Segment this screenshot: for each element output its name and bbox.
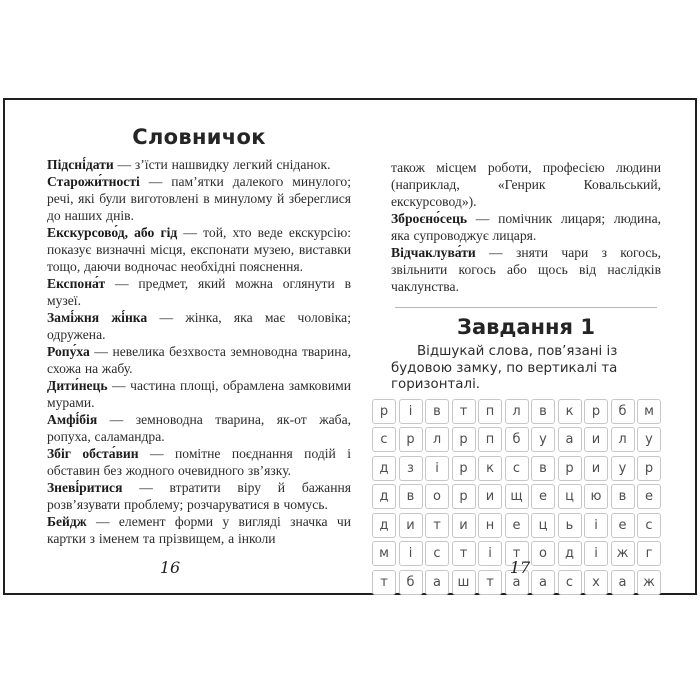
glossary-entry: Замі́жня жі́нка — жінка, яка має чоловіка; одружена.	[47, 310, 351, 342]
page-left	[5, 100, 367, 593]
grid-cell: з	[399, 456, 423, 481]
glossary-entry: Відчаклува́ти — зняти чари з когось, звільнити когось або щось від наслідків чаклунства.	[391, 245, 661, 294]
grid-cell: р	[637, 456, 661, 481]
grid-cell: т	[452, 399, 476, 424]
grid-cell: у	[611, 456, 635, 481]
glossary-entry: Амфі́бія — земноводна тварина, як-от жаба, ропуха, саламандра.	[47, 412, 351, 444]
glossary-entry: Ропу́ха — невелика безхвоста земноводна тварина, схожа на жабу.	[47, 344, 351, 376]
glossary-term: Експона́т	[47, 276, 106, 291]
glossary-entry: Екскурсово́д, або гід — той, хто веде екскурсію: показує визначні місця, експонати музею, виставки тощо, даючи водночас необхідні пояснення.	[47, 225, 351, 274]
grid-cell: и	[399, 513, 423, 538]
grid-cell: м	[372, 541, 396, 566]
grid-cell: е	[611, 513, 635, 538]
grid-cell: ю	[584, 484, 608, 509]
grid-cell: л	[611, 427, 635, 452]
grid-cell: т	[452, 541, 476, 566]
glossary-term: Зневі́ритися	[47, 480, 123, 495]
grid-cell: в	[399, 484, 423, 509]
grid-cell: н	[478, 513, 502, 538]
grid-cell: б	[611, 399, 635, 424]
glossary-entry: Старожи́тності — пам’ятки далекого минулого; речі, які були виготовлені в минулому й збереглися до наших днів.	[47, 174, 351, 223]
grid-cell: и	[584, 456, 608, 481]
task-instruction: Відшукай слова, пов’язані із будовою замку, по вертикалі та горизонталі.	[391, 344, 618, 392]
grid-cell: р	[452, 456, 476, 481]
glossary-term: Ропу́ха	[47, 344, 90, 359]
grid-cell: о	[425, 484, 449, 509]
glossary-term: Екскурсово́д, або гід	[47, 225, 178, 240]
glossary-term: Старожи́тності	[47, 174, 140, 189]
grid-cell: х	[584, 570, 608, 595]
grid-cell: л	[425, 427, 449, 452]
grid-cell: с	[425, 541, 449, 566]
grid-cell: а	[558, 427, 582, 452]
grid-cell: і	[478, 541, 502, 566]
grid-cell: т	[425, 513, 449, 538]
page-number-right: 17	[509, 558, 531, 577]
grid-cell: в	[531, 399, 555, 424]
grid-cell: а	[505, 570, 529, 595]
grid-cell: е	[505, 513, 529, 538]
page-right	[367, 100, 695, 593]
grid-cell: е	[637, 484, 661, 509]
glossary-entries-left	[47, 156, 351, 547]
grid-cell: і	[399, 541, 423, 566]
grid-cell: б	[505, 427, 529, 452]
grid-cell: р	[558, 456, 582, 481]
grid-cell: і	[399, 399, 423, 424]
glossary-term: Збіг обста́вин	[47, 446, 139, 461]
grid-cell: ц	[531, 513, 555, 538]
glossary-term: Дити́нець	[47, 378, 108, 393]
glossary-term: Зброєно́сець	[391, 211, 468, 226]
grid-cell: д	[372, 484, 396, 509]
grid-cell: ж	[611, 541, 635, 566]
glossary-term: Бейдж	[47, 514, 87, 529]
grid-cell: г	[637, 541, 661, 566]
grid-cell: ж	[637, 570, 661, 595]
grid-cell: к	[558, 399, 582, 424]
grid-cell: п	[478, 399, 502, 424]
task-heading: Завдання 1	[457, 315, 595, 339]
book-spread	[3, 98, 697, 595]
grid-cell: і	[425, 456, 449, 481]
glossary-entry: Дити́нець — частина площі, обрамлена замковими мурами.	[47, 378, 351, 410]
grid-cell: щ	[505, 484, 529, 509]
grid-cell: л	[505, 399, 529, 424]
grid-cell: а	[611, 570, 635, 595]
grid-cell: т	[505, 541, 529, 566]
grid-cell: у	[531, 427, 555, 452]
grid-cell: б	[399, 570, 423, 595]
grid-cell: с	[505, 456, 529, 481]
glossary-entry: Збіг обста́вин — помітне поєднання подій і обставин без жодного очевидного зв’язку.	[47, 446, 352, 478]
glossary-term: Амфі́бія	[47, 412, 98, 427]
grid-cell: в	[425, 399, 449, 424]
grid-cell: ц	[558, 484, 582, 509]
grid-cell: ш	[452, 570, 476, 595]
grid-cell: с	[558, 570, 582, 595]
section-divider	[395, 307, 657, 308]
grid-cell: р	[399, 427, 423, 452]
glossary-entry: Зброєно́сець — помічник лицаря; людина, яка супроводжує лицаря.	[391, 211, 661, 243]
grid-cell: ь	[558, 513, 582, 538]
glossary-title: Словничок	[132, 125, 266, 149]
glossary-entry: Експона́т — предмет, який можна оглянути в музеї.	[47, 276, 351, 308]
grid-cell: д	[372, 513, 396, 538]
grid-cell: с	[372, 427, 396, 452]
glossary-continuation: також місцем роботи, професією людини (наприклад, «Генрик Ковальський, екскурсовод»).	[391, 160, 661, 209]
grid-cell: т	[372, 570, 396, 595]
grid-cell: к	[478, 456, 502, 481]
grid-cell: т	[478, 570, 502, 595]
grid-cell: и	[452, 513, 476, 538]
grid-cell: а	[531, 570, 555, 595]
glossary-entries-right	[391, 210, 661, 295]
grid-cell: в	[531, 456, 555, 481]
glossary-term: Відчаклува́ти	[391, 245, 476, 260]
glossary-term: Підсні́дати	[47, 157, 114, 172]
grid-cell: р	[452, 427, 476, 452]
grid-cell: м	[637, 399, 661, 424]
grid-cell: д	[372, 456, 396, 481]
glossary-term: Замі́жня жі́нка	[47, 310, 148, 325]
grid-cell: с	[637, 513, 661, 538]
grid-cell: р	[452, 484, 476, 509]
grid-cell: в	[611, 484, 635, 509]
grid-cell: у	[637, 427, 661, 452]
grid-cell: и	[478, 484, 502, 509]
grid-cell: а	[425, 570, 449, 595]
grid-cell: д	[558, 541, 582, 566]
glossary-entry: Підсні́дати — з’їсти нашвидку легкий сніданок.	[47, 157, 331, 172]
grid-cell: о	[531, 541, 555, 566]
grid-cell: е	[531, 484, 555, 509]
grid-cell: р	[584, 399, 608, 424]
grid-cell: и	[584, 427, 608, 452]
grid-cell: р	[372, 399, 396, 424]
grid-cell: і	[584, 541, 608, 566]
glossary-entry: Зневі́ритися — втратити віру й бажання розв’язувати проблему; розчаруватися в чомусь.	[47, 480, 351, 512]
glossary-entry: Бейдж — елемент форми у вигляді значка чи картки з іменем та прізвищем, а інколи	[47, 514, 351, 546]
grid-cell: п	[478, 427, 502, 452]
grid-cell: і	[584, 513, 608, 538]
page-number-left: 16	[159, 558, 181, 577]
